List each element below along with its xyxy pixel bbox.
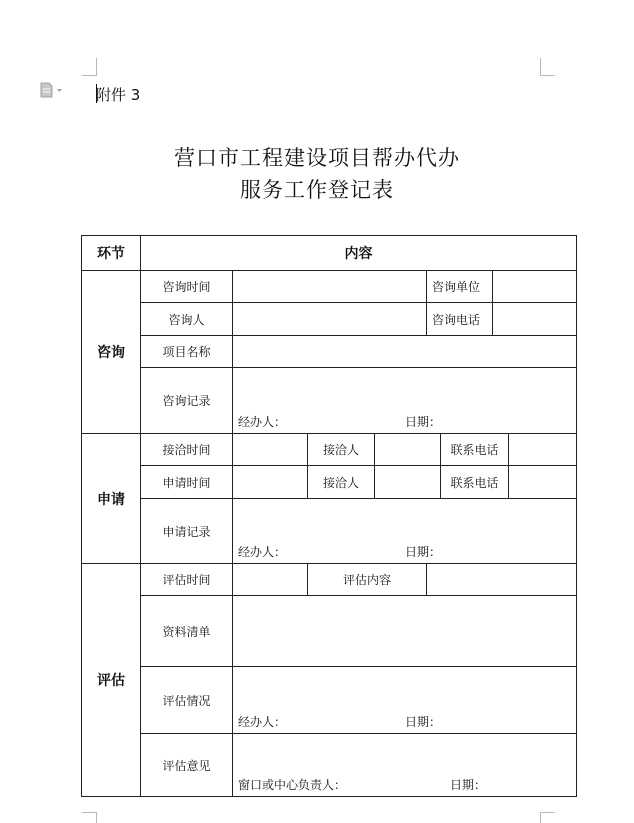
leader-date-label: 日期： xyxy=(450,778,487,792)
consult-phone-field[interactable] xyxy=(493,303,577,336)
header-stage: 环节 xyxy=(82,236,141,271)
consult-person-field[interactable] xyxy=(233,303,427,336)
corner-mark-bottom-left xyxy=(82,812,97,823)
apply-contact-person-label: 接洽人 xyxy=(308,466,375,499)
contact-time-label: 接洽时间 xyxy=(141,434,233,466)
consult-record-field[interactable] xyxy=(233,368,577,434)
evaluate-time-label: 评估时间 xyxy=(141,564,233,596)
evaluate-date-label: 日期： xyxy=(405,715,442,729)
stage-evaluate: 评估 xyxy=(82,564,141,797)
materials-list-label: 资料清单 xyxy=(141,596,233,667)
materials-list-field[interactable] xyxy=(233,596,577,667)
consult-unit-label: 咨询单位 xyxy=(427,271,493,303)
apply-phone-field[interactable] xyxy=(509,434,577,466)
paste-options-icon[interactable] xyxy=(40,82,62,98)
contact-person-field[interactable] xyxy=(375,434,441,466)
apply-time-label: 申请时间 xyxy=(141,466,233,499)
consult-date-label: 日期： xyxy=(405,415,442,429)
apply-phone-field-2[interactable] xyxy=(509,466,577,499)
apply-record-field[interactable] xyxy=(233,499,577,564)
apply-phone-label-2: 联系电话 xyxy=(441,466,509,499)
contact-time-field[interactable] xyxy=(233,434,308,466)
consult-unit-field[interactable] xyxy=(493,271,577,303)
evaluate-opinion-field[interactable] xyxy=(233,734,577,797)
corner-mark-top-right xyxy=(540,58,555,76)
apply-time-field[interactable] xyxy=(233,466,308,499)
consult-record-label: 咨询记录 xyxy=(141,368,233,434)
consult-person-label: 咨询人 xyxy=(141,303,233,336)
consult-time-field[interactable] xyxy=(233,271,427,303)
document-title-line2: 服务工作登记表 xyxy=(240,178,394,202)
evaluate-content-label: 评估内容 xyxy=(308,564,427,596)
apply-phone-label: 联系电话 xyxy=(441,434,509,466)
project-name-label: 项目名称 xyxy=(141,336,233,368)
stage-apply: 申请 xyxy=(82,434,141,564)
apply-handler-label: 经办人： xyxy=(238,545,287,559)
consult-time-label: 咨询时间 xyxy=(141,271,233,303)
header-content: 内容 xyxy=(141,236,577,271)
evaluate-situation-label: 评估情况 xyxy=(141,667,233,734)
project-name-field[interactable] xyxy=(233,336,577,368)
corner-mark-bottom-right xyxy=(540,812,555,823)
evaluate-time-field[interactable] xyxy=(233,564,308,596)
evaluate-situation-field[interactable] xyxy=(233,667,577,734)
evaluate-content-field[interactable] xyxy=(427,564,577,596)
apply-record-label: 申请记录 xyxy=(141,499,233,564)
consult-handler-label: 经办人： xyxy=(238,415,287,429)
attachment-label: 附件 3 xyxy=(96,86,141,104)
stage-consult: 咨询 xyxy=(82,271,141,434)
contact-person-label: 接洽人 xyxy=(308,434,375,466)
leader-label: 窗口或中心负责人： xyxy=(238,778,347,792)
evaluate-opinion-label: 评估意见 xyxy=(141,734,233,797)
document-title-line1: 营口市工程建设项目帮办代办 xyxy=(174,146,460,170)
evaluate-handler-label: 经办人： xyxy=(238,715,287,729)
consult-phone-label: 咨询电话 xyxy=(427,303,493,336)
corner-mark-top-left xyxy=(82,58,97,76)
apply-date-label: 日期： xyxy=(405,545,442,559)
apply-contact-person-field[interactable] xyxy=(375,466,441,499)
registration-form-table xyxy=(81,235,577,797)
